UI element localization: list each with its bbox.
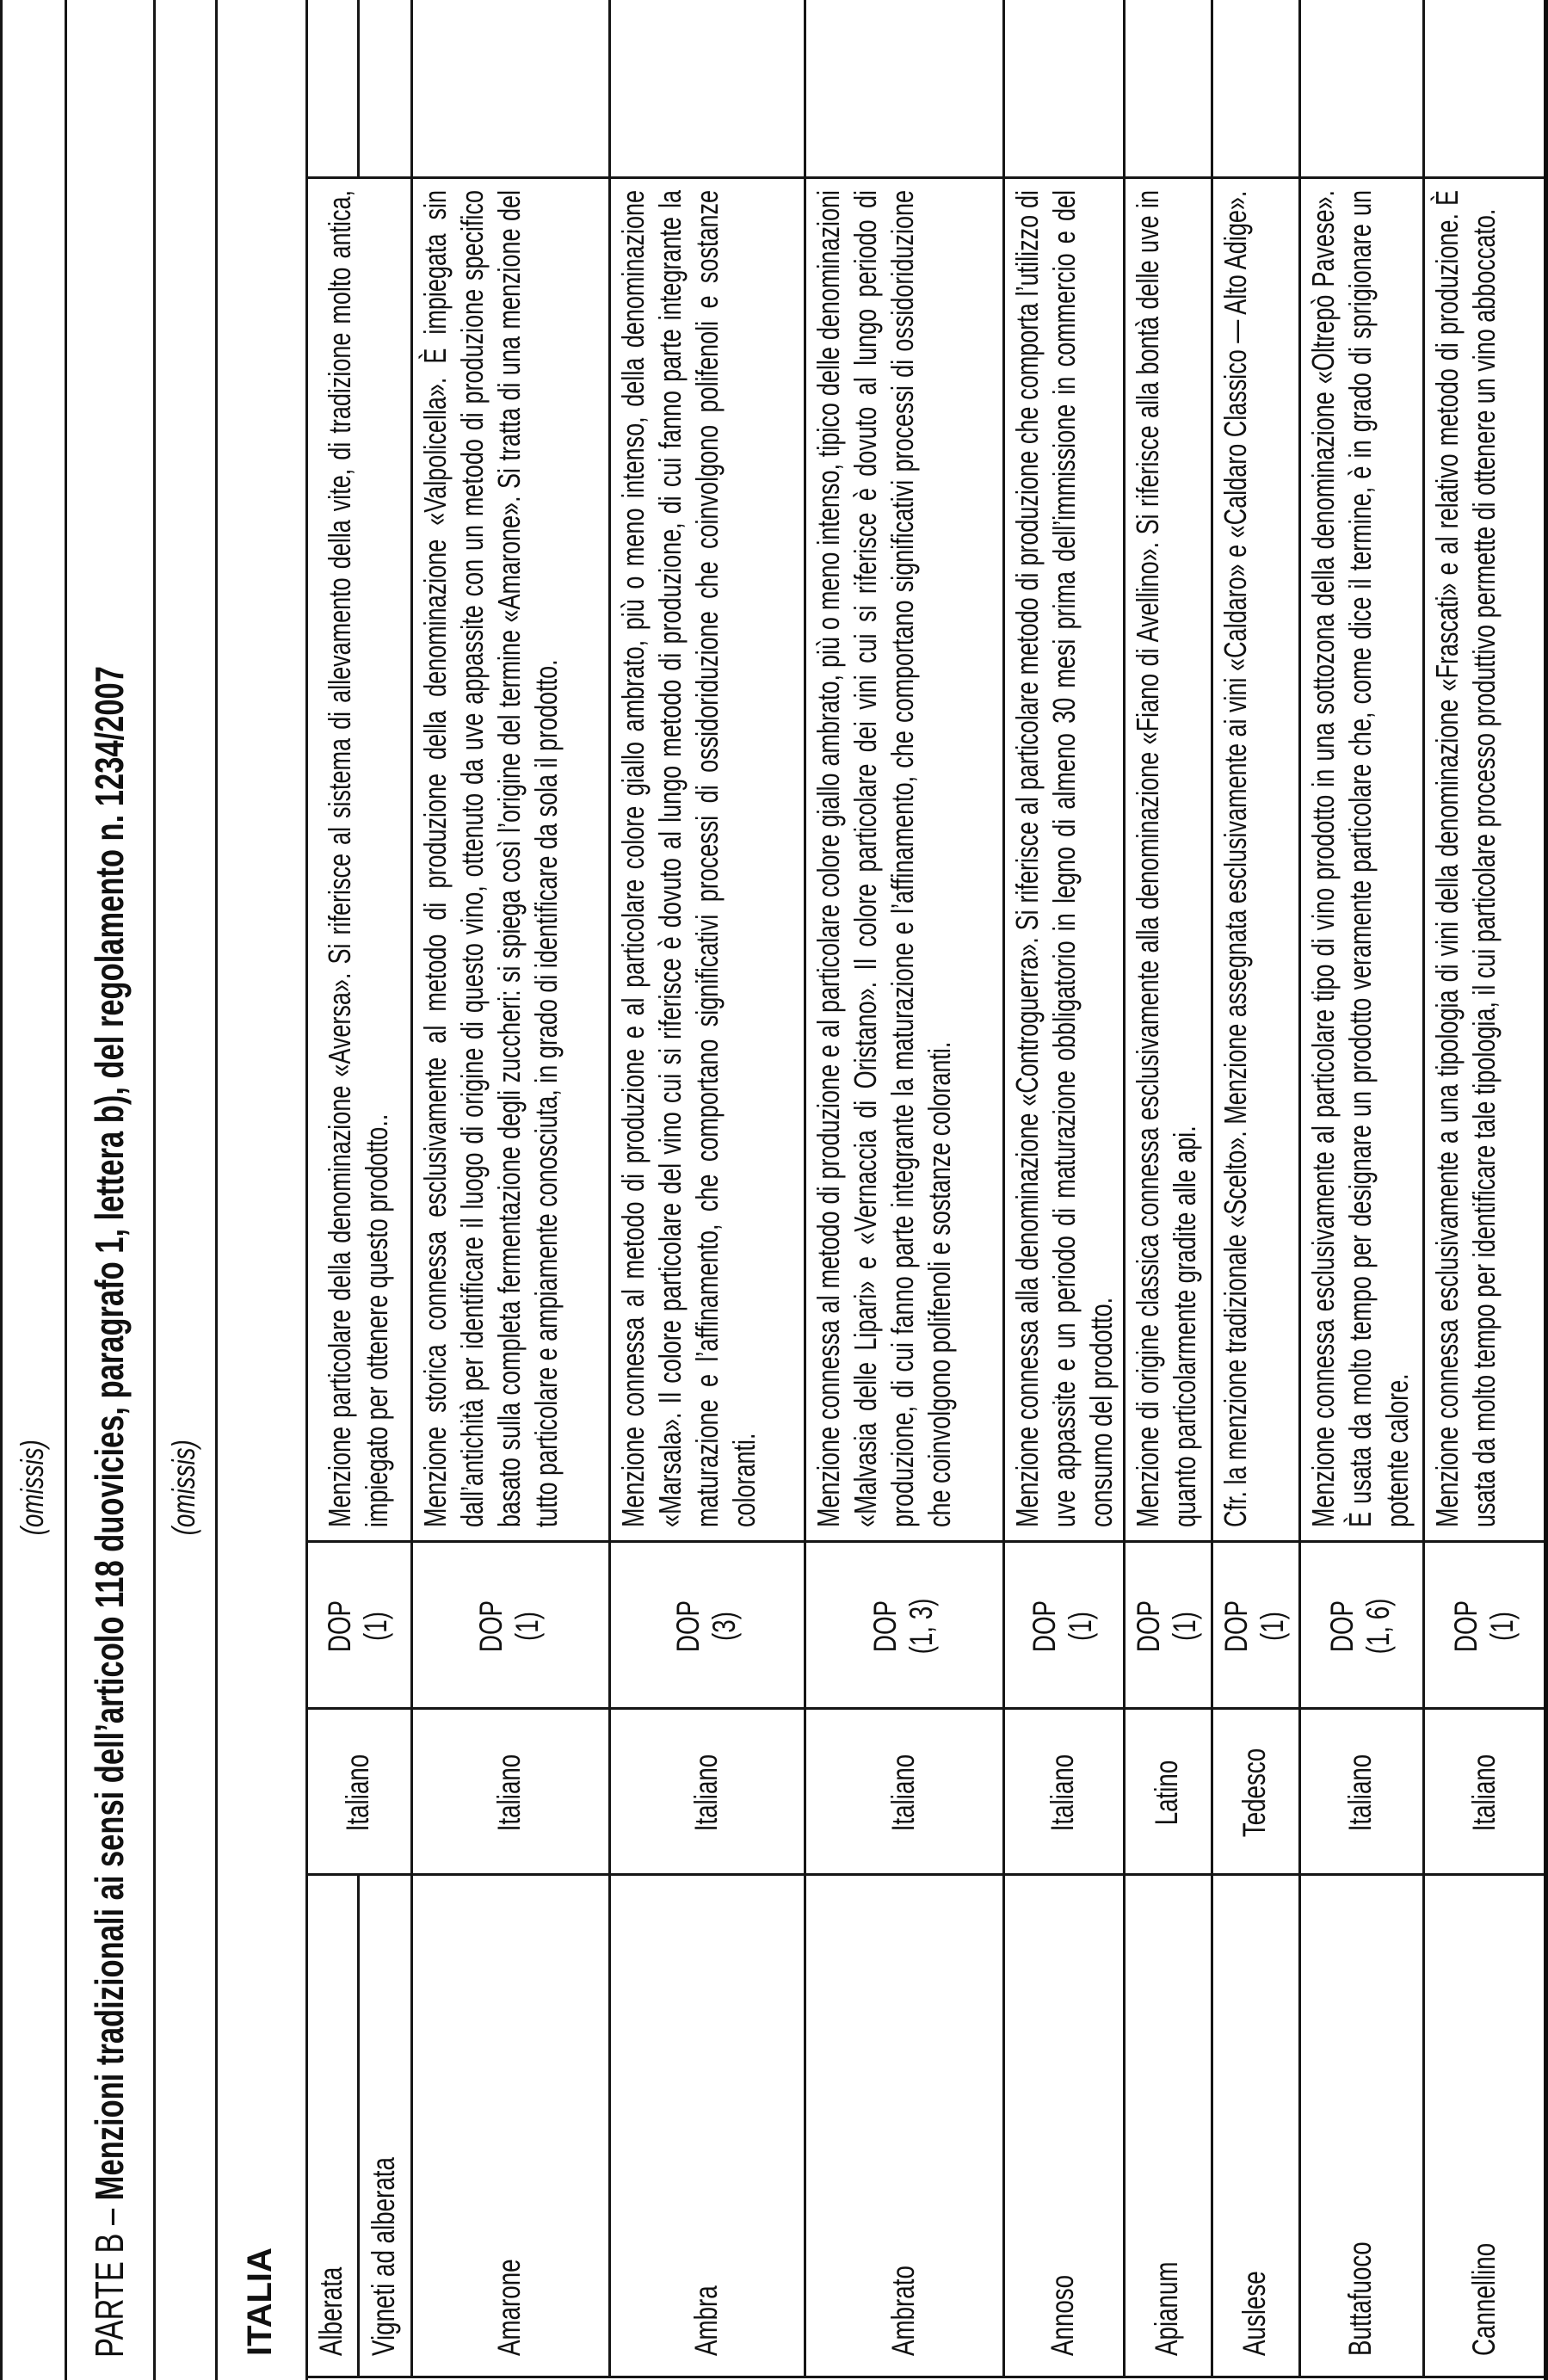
term-cell: [305, 1877, 357, 2356]
category-type: DOP: [322, 1600, 357, 1653]
description-text: Cfr. la menzione tradizionale «Scelto». Menzione assegnata esclusivamente ai vini «Caldaro» e «Caldaro Classico — Alto Adige».: [1218, 190, 1253, 1527]
omissis-row-top: [3, 0, 62, 2380]
language-label: Italiano: [688, 1754, 724, 1832]
category-type: DOP: [669, 1600, 706, 1653]
category-type: DOP: [1218, 1600, 1254, 1653]
description-text: Menzione connessa alla denominazione «Controguerra». Si riferisce al particolare metodo di produzione che comporta l’utilizzo di uve appassite e un periodo di maturazione obbligatorio in legno di almeno 30 mesi prima dell’immissione in commercio e del consumo del prodotto.: [1009, 190, 1119, 1527]
term-label: Amarone: [491, 2259, 527, 2356]
category-cell: [1211, 1543, 1298, 1710]
category-label: [1448, 1563, 1520, 1689]
category-label: [473, 1563, 546, 1689]
category-type: DOP: [1448, 1600, 1483, 1653]
category-note: (1): [1063, 1612, 1098, 1641]
description-cell: [1123, 181, 1211, 1527]
category-label: [322, 1563, 394, 1689]
language-cell: [1298, 1710, 1422, 1876]
category-label: [670, 1563, 743, 1689]
category-cell: [1123, 1543, 1211, 1710]
description-cell: [1422, 181, 1546, 1527]
term-label: Buttafuoco: [1342, 2241, 1378, 2356]
part-b-title-text: [86, 589, 133, 2358]
language-label: Tedesco: [1237, 1748, 1272, 1838]
description-cell: [1211, 181, 1298, 1527]
language-cell: [305, 1710, 410, 1876]
section-row-italia: [215, 7, 305, 2356]
language-cell: [1422, 1710, 1546, 1876]
title-main: Menzioni tradizionali ai sensi dell’articolo 118 duovicies, paragrafo 1, lettera b), del regolamento n. 1234/2007: [86, 666, 132, 2201]
language-cell: [410, 1710, 608, 1876]
category-cell: [305, 1543, 410, 1710]
title-prefix: PARTE B –: [86, 2200, 132, 2358]
description-cell: [305, 181, 410, 1527]
category-type: DOP: [473, 1600, 509, 1653]
language-cell: [1002, 1710, 1123, 1876]
page-cut-edge: [1544, 0, 1548, 2380]
description-text: Menzione storica connessa esclusivamente al metodo di produzione della denominazione «Valpolicella». È impiegata sin dall’antichità per identificare il luogo di origine di questo vino, ottenuto da uve appassite con un metodo di produzione specifico basato sulla completa fermentazione degli zuccheri: si spiega così l’origine del termine «Amarone». Si tratta di una menzione del tutto particolare e ampiamente conosciuta, in grado di identificare da sola il prodotto.: [417, 190, 564, 1527]
term-cell: [1211, 1877, 1298, 2356]
category-note: (1): [1255, 1612, 1290, 1641]
category-cell: [1298, 1543, 1422, 1710]
term-cell: [1002, 1877, 1123, 2356]
language-label: Italiano: [885, 1754, 921, 1832]
category-note: (1): [509, 1612, 545, 1641]
omissis-top-text: (omissis): [15, 1440, 50, 1536]
term-label: Auslese: [1237, 2271, 1272, 2356]
table-column-line-0: [305, 2376, 1545, 2378]
description-cell: [1002, 181, 1123, 1527]
description-cell: [410, 181, 608, 1527]
language-label: Italiano: [1045, 1754, 1080, 1832]
category-label: [867, 1563, 940, 1689]
category-cell: [1422, 1543, 1546, 1710]
category-label: [1324, 1563, 1397, 1689]
category-label: [1218, 1563, 1291, 1689]
category-note: (1, 6): [1360, 1598, 1396, 1655]
category-cell: [410, 1543, 608, 1710]
description-text: Menzione di origine classica connessa esclusivamente alla denominazione «Fiano di Avellino». Si riferisce alla bontà delle uve in quanto particolarmente gradite alle api.: [1130, 190, 1202, 1527]
term-cell: [1298, 1877, 1422, 2356]
category-type: DOP: [1131, 1600, 1166, 1653]
section-header-italia: ITALIA: [241, 2247, 279, 2356]
term-label: Ambra: [688, 2285, 724, 2356]
language-label: Italiano: [491, 1754, 527, 1832]
term-cell: [608, 1877, 804, 2356]
category-type: DOP: [867, 1600, 903, 1653]
table-column-line-4: [305, 176, 1545, 179]
description-cell: [804, 181, 1002, 1527]
category-type: DOP: [1027, 1600, 1062, 1653]
language-cell: [608, 1710, 804, 1876]
category-note: (1): [1167, 1612, 1202, 1641]
term-cell: [1422, 1877, 1546, 2356]
description-text: Menzione particolare della denominazione «Aversa». Si riferisce al sistema di allevamento della vite, di tradizione molto antica, impiegato per ottenere questo prodotto..: [322, 190, 394, 1527]
description-text: Menzione connessa esclusivamente a una tipologia di vini della denominazione «Frascati» e al relativo metodo di produzione. È usata da molto tempo per identificare tale tipologia, il cui particolare processo produttivo permette di ottenere un vino abboccato.: [1429, 190, 1502, 1527]
category-note: (1): [358, 1612, 393, 1641]
omissis-mid-text: (omissis): [166, 1440, 201, 1536]
language-label: Italiano: [1342, 1754, 1378, 1832]
language-label: Italiano: [1466, 1754, 1502, 1832]
term-cell: [804, 1877, 1002, 2356]
term-cell: [357, 1877, 410, 2356]
row-subline-end: [357, 0, 360, 179]
term-cell: [1123, 1877, 1211, 2356]
category-cell: [1002, 1543, 1123, 1710]
term-label: Cannellino: [1466, 2242, 1502, 2356]
term-label: Ambrato: [885, 2266, 921, 2356]
description-text: Menzione connessa al metodo di produzione e al particolare colore giallo ambrato, più o meno intenso, della denominazione «Marsala». Il colore particolare del vino cui si riferisce è dovuto al lungo metodo di produzione, di cui fanno parte integrante la maturazione e l’affinamento, che comportano significativi processi di ossidoriduzione che coinvolgono polifenoli e sostanze coloranti.: [615, 190, 762, 1527]
language-cell: [1211, 1710, 1298, 1876]
language-label: Italiano: [340, 1754, 375, 1832]
language-cell: [1123, 1710, 1211, 1876]
description-cell: [1298, 181, 1422, 1527]
term-label: Alberata: [313, 2266, 348, 2356]
description-text: Menzione connessa esclusivamente al particolare tipo di vino prodotto in una sottozona della denominazione «Oltrepò Pavese». È usata da molto tempo per designare un prodotto veramente particolare che, come dice il termine, è in grado di sprigionare un potente calore.: [1305, 190, 1415, 1527]
category-cell: [608, 1543, 804, 1710]
rule-page-top: [0, 0, 3, 2380]
category-label: [1131, 1563, 1203, 1689]
omissis-row-mid: [156, 0, 213, 2380]
category-cell: [804, 1543, 1002, 1710]
category-note: (1, 3): [903, 1598, 939, 1655]
term-label: Apianum: [1149, 2261, 1184, 2356]
term-label: Vigneti ad alberata: [366, 2157, 401, 2356]
category-note: (1): [1484, 1612, 1520, 1641]
language-cell: [804, 1710, 1002, 1876]
category-label: [1027, 1563, 1099, 1689]
description-cell: [608, 181, 804, 1527]
category-note: (3): [706, 1612, 742, 1641]
term-cell: [410, 1877, 608, 2356]
part-b-title: [65, 0, 153, 2358]
description-text: Menzione connessa al metodo di produzione e al particolare colore giallo ambrato, più o meno intenso, tipico delle denominazioni «Malvasia delle Lipari» e «Vernaccia di Oristano». Il colore particolare dei vini cui si riferisce è dovuto al lungo periodo di produzione, di cui fanno parte integrante la maturazione e l’affinamento, che comportano significativi processi di ossidoriduzione che coinvolgono polifenoli e sostanze coloranti.: [811, 190, 957, 1527]
language-label: Latino: [1149, 1760, 1184, 1826]
term-label: Annoso: [1045, 2274, 1080, 2356]
category-type: DOP: [1324, 1600, 1360, 1653]
